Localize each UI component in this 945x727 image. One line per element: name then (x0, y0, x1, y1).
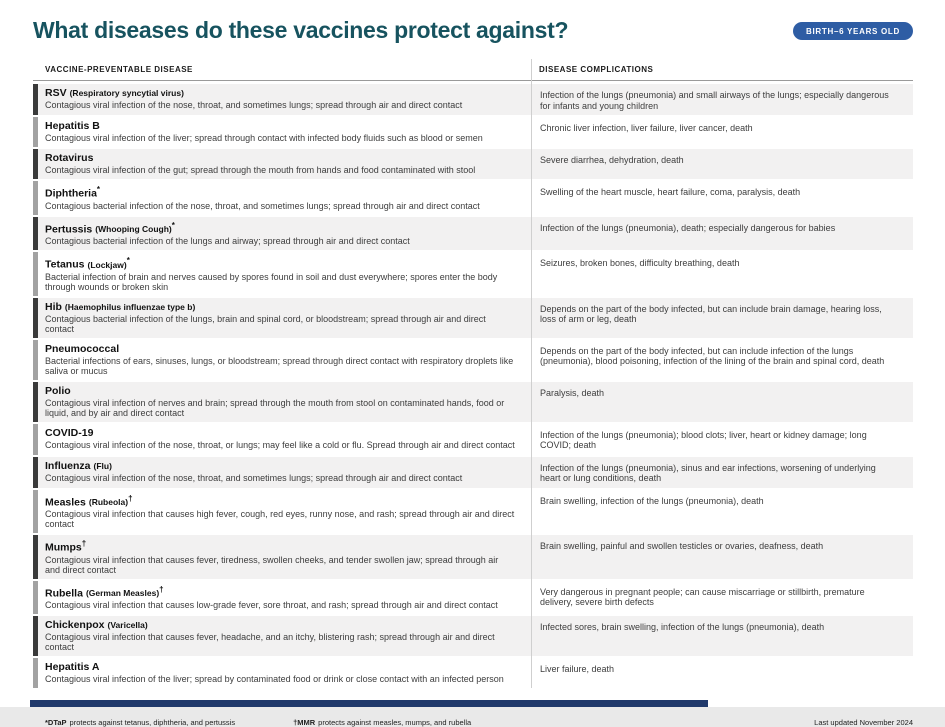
footnote-mmr-text: protects against measles, mumps, and rubella (318, 718, 472, 727)
disease-name (45, 255, 515, 271)
disease-description: Contagious viral infection of the liver; spread by contaminated food or drink or close contact with an infected person (45, 674, 504, 684)
disease-qualifier: (Whooping Cough) (95, 224, 172, 234)
disease-name-text: Chickenpox (45, 619, 105, 631)
disease-name (45, 385, 515, 397)
footnote-marker: * (126, 256, 130, 265)
disease-cell (33, 581, 531, 615)
disease-cell (33, 149, 531, 179)
disease-cell (33, 424, 531, 455)
complications-cell: Paralysis, death (531, 382, 913, 422)
disease-cell (33, 382, 531, 422)
footnote-mmr-label: †MMR (293, 718, 316, 727)
disease-name-text: RSV (45, 87, 67, 99)
table-body (33, 84, 913, 688)
disease-cell (33, 84, 531, 115)
page-title: What diseases do these vaccines protect against? (33, 17, 569, 43)
table-row (33, 581, 913, 615)
disease-name-text: Hepatitis A (45, 661, 100, 673)
disease-description: Contagious viral infection of the nose, throat, or lungs; may feel like a cold or flu. Spread through air and direct contact (45, 439, 515, 450)
disease-name-text: Polio (45, 384, 71, 397)
last-updated-text: Last updated November 2024 (814, 718, 913, 727)
disease-name-text: Pertussis (45, 223, 93, 235)
disease-description: Contagious viral infection that causes high fever, cough, red eyes, runny nose, and rash; spread through air and direct contact (45, 509, 515, 529)
complications-cell: Infected sores, brain swelling, infection of the lungs (pneumonia), death (531, 616, 913, 656)
disease-cell (33, 217, 531, 251)
disease-name (45, 493, 515, 509)
table-row (33, 217, 913, 251)
disease-name-text: Pneumococcal (45, 342, 120, 355)
complications-cell: Infection of the lungs (pneumonia); blood clots; liver, heart or kidney damage; long COVID; death (531, 424, 913, 455)
disease-name-text: Mumps (45, 541, 82, 554)
disease-name-text: Rubella (45, 587, 83, 599)
complications-cell: Severe diarrhea, dehydration, death (531, 149, 913, 179)
disease-qualifier: (Haemophilus influenzae type b) (64, 301, 196, 312)
disease-name (45, 460, 515, 472)
table-row (33, 457, 913, 488)
footnote-dtap-text: protects against tetanus, diphtheria, and pertussis (69, 718, 236, 727)
disease-table (33, 59, 913, 688)
disease-description: Bacterial infections of ears, sinuses, lungs, or bloodstream; spread through direct contact with respiratory droplets like saliva or mucus (45, 355, 514, 376)
disease-cell (33, 658, 531, 688)
disease-description: Contagious bacterial infection of the lungs and airway; spread through air and direct contact (45, 236, 410, 246)
disease-description: Contagious viral infection that causes low-grade fever, sore throat, and rash; spread through air and direct contact (45, 600, 498, 610)
disease-qualifier: (Rubeola) (88, 497, 129, 507)
table-row (33, 252, 913, 296)
table-row (33, 424, 913, 455)
disease-description: Contagious viral infection that causes fever, tiredness, swollen cheeks, and tender swollen jaw; spread through air and direct contact (45, 554, 499, 575)
disease-description: Contagious viral infection that causes fever, headache, and an itchy, blistering rash; spread through air and direct contact (45, 632, 495, 652)
disease-qualifier: (Varicella) (107, 620, 148, 630)
disease-description: Bacterial infection of brain and nerves caused by spores found in soil and dust everywhere; spores enter the body through wounds or broken skin (45, 271, 498, 292)
complications-cell: Very dangerous in pregnant people; can cause miscarriage or stillbirth, premature delivery, severe birth defects (531, 581, 913, 615)
disease-name-text: COVID-19 (45, 426, 94, 439)
table-row (33, 298, 913, 338)
page-footer (33, 718, 913, 727)
age-group-badge: BIRTH–6 YEARS OLD (793, 22, 913, 40)
disease-name (45, 120, 515, 132)
disease-name-text: Rotavirus (45, 152, 94, 164)
complications-cell: Seizures, broken bones, difficulty breathing, death (531, 252, 913, 296)
table-row (33, 382, 913, 422)
disease-cell (33, 616, 531, 656)
disease-cell (33, 181, 531, 215)
footnote-marker: † (128, 493, 133, 503)
disease-cell (33, 490, 531, 534)
disease-name-text: Hib (45, 300, 62, 313)
disease-qualifier: (Flu) (93, 460, 112, 471)
complications-cell: Brain swelling, painful and swollen testicles or ovaries, deafness, death (531, 535, 913, 579)
column-header-disease: VACCINE-PREVENTABLE DISEASE (45, 65, 193, 74)
table-row (33, 84, 913, 115)
complications-cell: Swelling of the heart muscle, heart failure, coma, paralysis, death (531, 181, 913, 215)
disease-description: Contagious bacterial infection of the lungs, brain and spinal cord, or bloodstream; spread through air and direct contact (45, 313, 486, 334)
table-row (33, 658, 913, 688)
disease-name (45, 184, 515, 200)
disease-description: Contagious viral infection of the nose, throat, and sometimes lungs; spread through air and direct contact (45, 100, 463, 110)
table-row (33, 490, 913, 534)
bottom-accent-bar (30, 700, 708, 707)
disease-name (45, 538, 515, 554)
complications-cell: Depends on the part of the body infected, but can include brain damage, hearing loss, loss of arm or leg, death (531, 298, 913, 338)
table-row (33, 117, 913, 147)
footnote-marker: * (171, 220, 175, 230)
table-row (33, 616, 913, 656)
disease-name (45, 343, 515, 355)
disease-cell (33, 252, 531, 296)
footnote-marker: † (159, 584, 164, 594)
disease-description: Contagious bacterial infection of the nose, throat, and sometimes lungs; spread through air and direct contact (45, 200, 480, 211)
disease-qualifier: (Respiratory syncytial virus) (69, 88, 184, 98)
complications-cell: Brain swelling, infection of the lungs (pneumonia), death (531, 490, 913, 534)
table-row (33, 535, 913, 579)
table-header-row (33, 59, 913, 81)
footnote-marker: † (81, 539, 87, 548)
disease-name (45, 584, 515, 600)
page-header (33, 17, 913, 44)
complications-cell: Infection of the lungs (pneumonia), sinus and ear infections, worsening of underlying heart or lung conditions, death (531, 457, 913, 488)
disease-cell (33, 340, 531, 380)
complications-cell: Depends on the part of the body infected, but can include infection of the lungs (pneumonia), blood poisoning, infection of the lining of the brain and spinal cord, death (531, 340, 913, 380)
disease-cell (33, 535, 531, 579)
disease-cell (33, 457, 531, 488)
disease-name (45, 87, 515, 99)
disease-cell (33, 298, 531, 338)
disease-name (45, 152, 515, 164)
complications-cell: Infection of the lungs (pneumonia), death; especially dangerous for babies (531, 217, 913, 251)
disease-name-text: Hepatitis B (45, 120, 100, 132)
table-row (33, 149, 913, 179)
disease-name-text: Diphtheria (45, 187, 97, 200)
complications-cell: Liver failure, death (531, 658, 913, 688)
disease-name (45, 427, 515, 439)
column-header-complications: DISEASE COMPLICATIONS (539, 65, 654, 74)
disease-description: Contagious viral infection of the nose, throat, and sometimes lungs; spread through air and direct contact (45, 472, 463, 483)
disease-qualifier: (Lockjaw) (87, 259, 127, 270)
disease-name-text: Influenza (45, 459, 91, 472)
footnote-marker: * (96, 185, 101, 194)
table-row (33, 181, 913, 215)
disease-cell (33, 117, 531, 147)
disease-name-text: Measles (45, 496, 86, 508)
disease-qualifier: (German Measles) (85, 588, 160, 598)
disease-description: Contagious viral infection of the gut; spread through the mouth from hands and food contaminated with stool (45, 165, 476, 175)
disease-name-text: Tetanus (45, 258, 85, 271)
disease-name (45, 301, 515, 313)
disease-name (45, 619, 515, 631)
column-divider (531, 59, 532, 688)
table-row (33, 340, 913, 380)
disease-name (45, 661, 515, 673)
disease-description: Contagious viral infection of the liver; spread through contact with infected body fluids such as blood or semen (45, 133, 483, 143)
disease-description: Contagious viral infection of nerves and brain; spread through the mouth from stool on contaminated hands, food or liquid, and by air and direct contact (45, 397, 505, 418)
complications-cell: Infection of the lungs (pneumonia) and small airways of the lungs; especially dangerous for infants and young children (531, 84, 913, 115)
complications-cell: Chronic liver infection, liver failure, liver cancer, death (531, 117, 913, 147)
footnote-dtap-label: *DTaP (45, 718, 67, 727)
disease-name (45, 220, 515, 236)
